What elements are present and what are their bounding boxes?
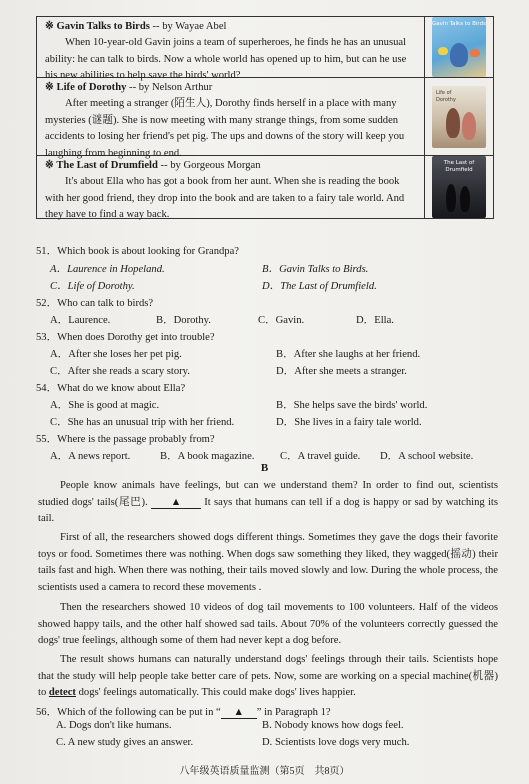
question-option: A. Dogs don't like humans. (56, 720, 172, 731)
question-option: B．Dorothy. (156, 315, 211, 326)
book-text (37, 156, 425, 221)
mark: ※ (45, 160, 54, 171)
answer-blank: ▲ (151, 498, 201, 509)
mark: ※ (45, 82, 54, 93)
book-title-line (45, 80, 418, 96)
question-option: C. A new study gives an answer. (56, 737, 194, 748)
cover-dorothy-image (432, 86, 486, 148)
question-option: A．A news report. (50, 451, 131, 462)
book-cover (425, 78, 493, 155)
section-heading: B (260, 462, 269, 474)
book-title: Life of Dorothy (56, 82, 127, 93)
book-description: When 10-year-old Gavin joins a team of superheroes, he finds he has an unusual ability: he can talk to birds. Now a whole world has opened up to him, but can he use his new abilities to help save the birds' world? (45, 37, 407, 82)
book-row-2 (37, 78, 493, 159)
question-option: B．After she laughs at her friend. (276, 349, 421, 360)
text: People know animals have feelings, but can we understand them? In order to find out, scientists studied dogs' tails(尾巴). (38, 480, 498, 508)
book-table (36, 16, 494, 219)
book-description: It's about Ella who has got a book from her aunt. When she is reading the book with her good friend, they drop into the book and are taken to a fairy tale world. And they have to find a way back. (45, 176, 405, 221)
question-option: C．She has an unusual trip with her friend. (50, 417, 235, 428)
book-title-line (45, 158, 418, 174)
book-author: -- by Nelson Arthur (129, 82, 213, 93)
question-option: D. Scientists love dogs very much. (262, 737, 410, 748)
text: ” in Paragraph 1? (256, 707, 331, 718)
question-option: A．Laurence. (50, 315, 111, 326)
passage-paragraph-4 (38, 652, 498, 702)
text: The result shows humans can naturally understand dogs' feelings through their tails. Scientists hope that the study will help people take better care of pets. Now, some are working on a special machine(机器) to (38, 654, 498, 699)
answer-blank: ▲ (221, 708, 257, 719)
question-option: A．After she loses her pet pig. (50, 349, 182, 360)
question-option: C．Gavin. (258, 315, 305, 326)
book-title: Gavin Talks to Birds (56, 21, 150, 32)
book-title-line (45, 19, 418, 35)
question-option: C．A travel guide. (280, 451, 361, 462)
book-title: The Last of Drumfield (56, 160, 158, 171)
question-option: D．A school website. (380, 451, 474, 462)
passage-paragraph-2: First of all, the researchers showed dogs different things. Sometimes they gave the dogs their favorite toys or food. Sometimes there was nothing. When dogs saw something they liked, they wagged(摇动) their tails fast and high. When there was nothing, their tails moved slowly and low. During the whole process, the scientists used a camera to record these movements . (38, 532, 498, 594)
mark: ※ (45, 21, 54, 32)
cover-drumfield-image (432, 156, 486, 218)
question-stem: 55．Where is the passage probably from? (36, 434, 215, 445)
passage-paragraph-3: Then the researchers showed 10 videos of dog tail movements to 100 volunteers. Half of the videos showed happy tails, and the other half showed sad tails. About 70% of the volunteers correctly guessed the dogs' true feelings, although some of them had never kept a dog before. (38, 602, 498, 647)
book-row-1 (37, 17, 493, 82)
question-option: D．Ella. (356, 315, 394, 326)
book-cover (425, 156, 493, 218)
book-text (37, 78, 425, 159)
question-option: A．She is good at magic. (50, 400, 160, 411)
question-stem: 53．When does Dorothy get into trouble? (36, 332, 215, 343)
question-option: D．After she meets a stranger. (276, 366, 407, 377)
question-option: B．A book magazine. (160, 451, 255, 462)
question-option: B. Nobody knows how dogs feel. (262, 720, 404, 731)
book-cover (425, 17, 493, 77)
question-option: C．After she reads a scary story. (50, 366, 190, 377)
text: 56．Which of the following can be put in “ (36, 707, 221, 718)
question-option: C．Life of Dorothy. (50, 281, 135, 292)
question-stem: 52．Who can talk to birds? (36, 298, 154, 309)
text: dogs' feelings automatically. This could make dogs' lives happier. (78, 687, 356, 699)
book-author: -- by Gorgeous Morgan (160, 160, 261, 171)
cover-title: Gavin Talks to Birds (432, 21, 486, 27)
cover-gavin-image (432, 17, 486, 77)
question-option: B．She helps save the birds' world. (276, 400, 428, 411)
question-stem: 54．What do we know about Ella? (36, 383, 186, 394)
book-text (37, 17, 425, 82)
text: It says that humans can tell if a dog is happy or sad by watching its tail. (38, 496, 498, 525)
book-description: After meeting a stranger (陌生人), Dorothy finds herself in a place with many mysteries (谜题). She is now meeting with many strange things, from some sudden accidents to losing her friend's pet pig. The ups and downs of the story will keep you laughing from beginning to end. (45, 98, 405, 159)
cover-title: The Last of Drumfield (443, 160, 475, 173)
page-footer: 八年级英语质量监测（第5页 共8页） (179, 766, 350, 777)
question-stem (36, 704, 331, 719)
question-stem: 51．Which book is about looking for Grandpa? (36, 246, 240, 257)
question-option: D．She lives in a fairy tale world. (276, 417, 422, 428)
underlined-word: detect (48, 687, 76, 699)
book-row-3 (37, 156, 493, 221)
passage-paragraph-1 (38, 478, 498, 528)
cover-title: Life of Dorothy (436, 89, 457, 103)
question-option: A．Laurence in Hopeland. (50, 264, 165, 275)
question-option: D．The Last of Drumfield. (262, 281, 377, 292)
book-author: -- by Wayae Abel (152, 21, 227, 32)
question-option: B．Gavin Talks to Birds. (262, 264, 369, 275)
